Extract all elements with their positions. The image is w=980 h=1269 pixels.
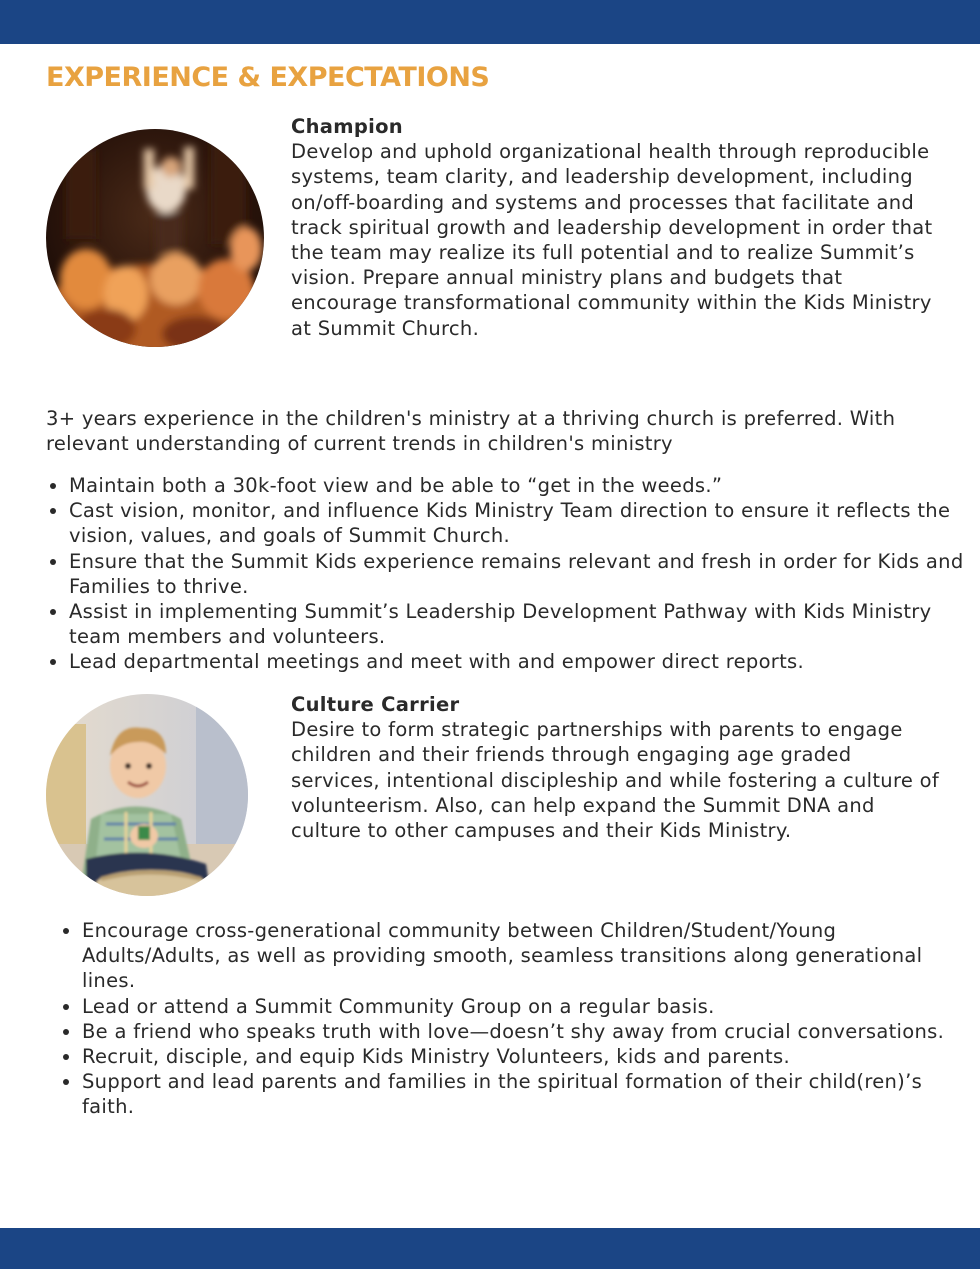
culture-carrier-body: Desire to form strategic partnerships with parents to engage children and their friends through engaging age graded services, intentional discipleship and while fostering a culture of volunteerism. Also, can help expand the Summit DNA and culture to other campuses and their Kids Ministry. xyxy=(291,718,940,843)
list-item: • Support and lead parents and families in the spiritual formation of their child(ren)’s faith. xyxy=(82,1069,957,1119)
responsibilities-list xyxy=(46,473,974,675)
list-item: • Cast vision, monitor, and influence Kids Ministry Team direction to ensure it reflects the vision, values, and goals of Summit Church. xyxy=(69,498,974,548)
list-item: • Be a friend who speaks truth with love—doesn’t shy away from crucial conversations. xyxy=(82,1019,957,1044)
culture-carrier-section xyxy=(291,692,941,843)
worship-crowd-photo xyxy=(46,129,264,347)
list-item: • Lead or attend a Summit Community Group on a regular basis. xyxy=(82,994,957,1019)
list-item: • Assist in implementing Summit’s Leadership Development Pathway with Kids Ministry team members and volunteers. xyxy=(69,599,974,649)
list-item: • Maintain both a 30k-foot view and be able to “get in the weeds.” xyxy=(69,473,974,498)
list-item: • Lead departmental meetings and meet with and empower direct reports. xyxy=(69,649,974,674)
champion-body: Develop and uphold organizational health through reproducible systems, team clarity, and leadership development, including on/off-boarding and systems and processes that facilitate and track spiritual growth and leadership development in order that the team may realize its full potential and to realize Summit’s vision. Prepare annual ministry plans and budgets that encourage transformational community within the Kids Ministry at Summit Church. xyxy=(291,140,933,340)
champion-section xyxy=(291,114,941,341)
child-photo xyxy=(46,694,248,896)
list-item: • Encourage cross-generational community between Children/Student/Young Adults/Adults, as well as providing smooth, seamless transitions along generational lines. xyxy=(82,918,957,994)
list-item: • Ensure that the Summit Kids experience remains relevant and fresh in order for Kids and Families to thrive. xyxy=(69,549,974,599)
champion-heading: Champion xyxy=(291,115,403,138)
top-band xyxy=(0,0,980,44)
culture-carrier-heading: Culture Carrier xyxy=(291,693,460,716)
bottom-band xyxy=(0,1228,980,1269)
list-item: • Recruit, disciple, and equip Kids Ministry Volunteers, kids and parents. xyxy=(82,1044,957,1069)
page-title: EXPERIENCE & EXPECTATIONS xyxy=(46,62,490,93)
culture-list xyxy=(59,918,957,1120)
experience-intro: 3+ years experience in the children's ministry at a thriving church is preferred. With relevant understanding of current trends in children's ministry xyxy=(46,407,896,456)
